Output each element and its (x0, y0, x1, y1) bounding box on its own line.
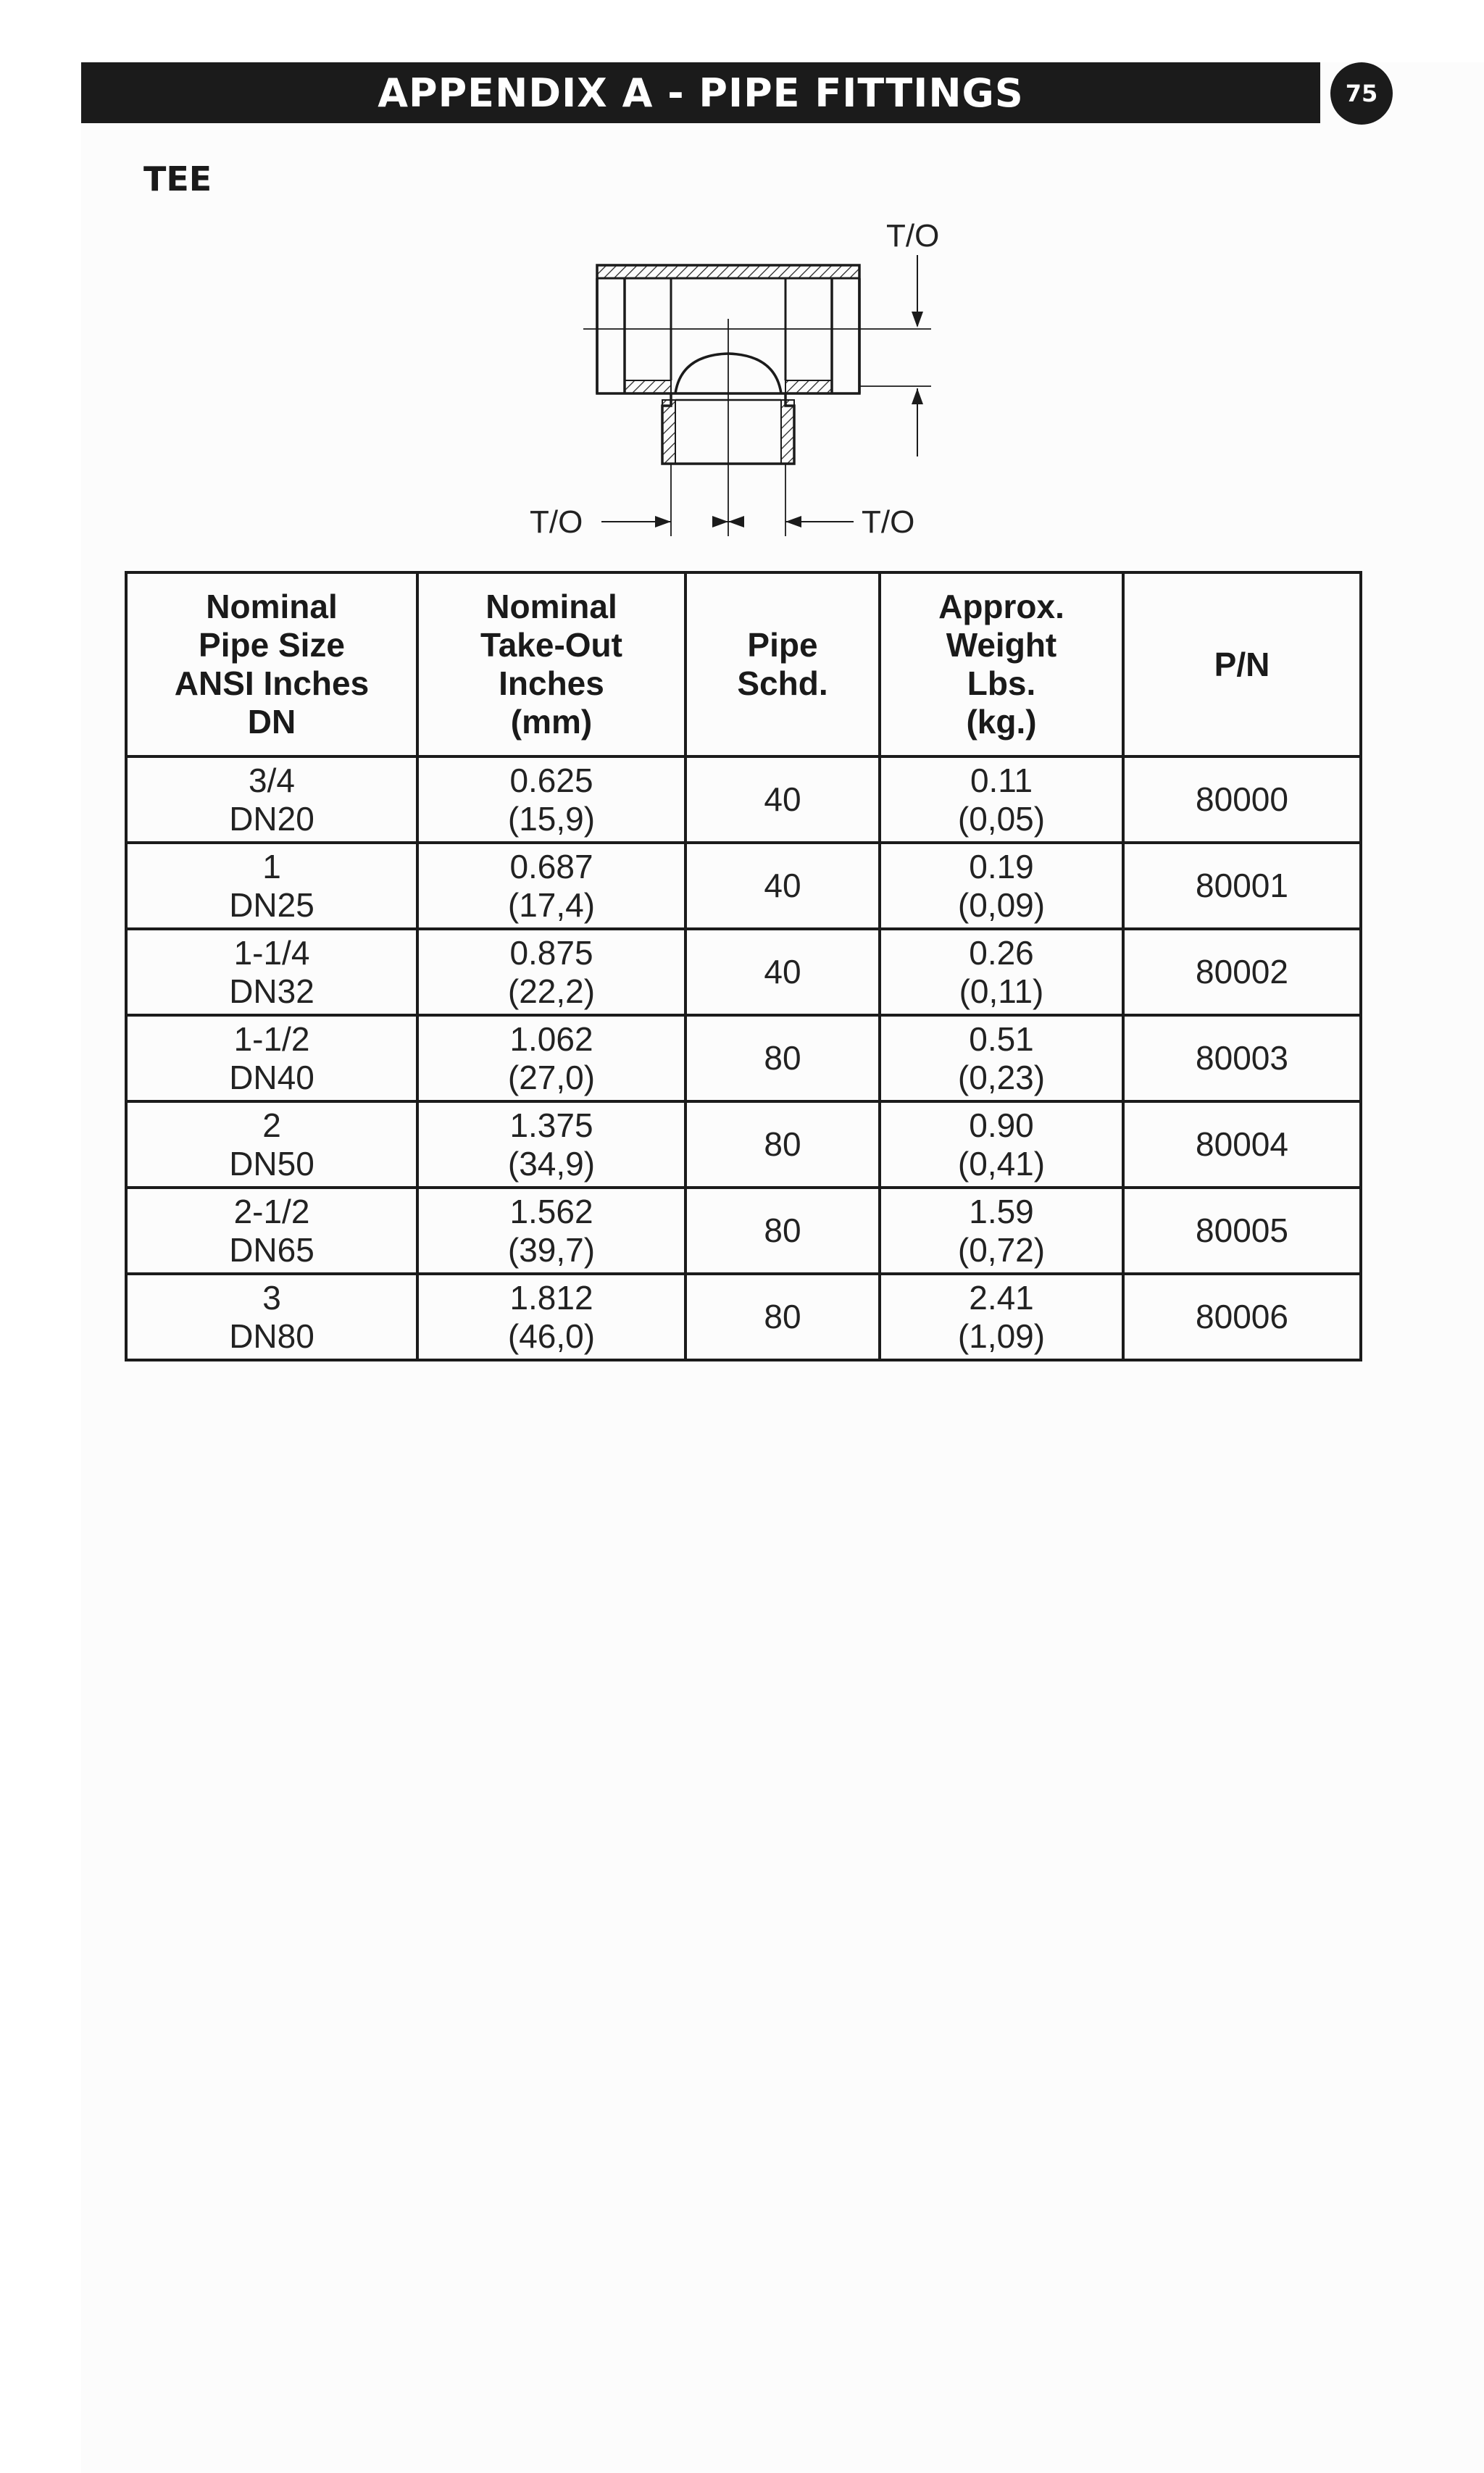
cell-weight (880, 1274, 1123, 1360)
cell-weight (880, 843, 1123, 929)
cell-pipe-size (126, 843, 417, 929)
table-row (126, 1015, 1361, 1101)
label-to-bottom-left: T/O (530, 504, 583, 540)
tee-fitting-diagram (507, 210, 985, 551)
cell-pipe-size (126, 1274, 417, 1360)
cell-pipe-size-dn: DN80 (229, 1317, 314, 1355)
cell-weight-weight-lbs: 0.19 (969, 847, 1034, 885)
cell-take-out-takeout-mm: (27,0) (507, 1058, 596, 1096)
cell-take-out (417, 1101, 685, 1188)
cell-weight-weight-kg: (0,09) (957, 885, 1046, 924)
cell-take-out-takeout-in: 0.625 (509, 761, 593, 799)
cell-part-number-pn: 80000 (1196, 780, 1288, 818)
cell-pipe-size-size: 1 (262, 847, 281, 885)
header-pipe-schedule: Pipe Schd. (685, 572, 880, 756)
tee-bottom-wall-left (625, 380, 671, 393)
cell-pipe-size (126, 1015, 417, 1101)
cell-take-out-takeout-mm: (22,2) (507, 972, 596, 1010)
cell-part-number-pn: 80006 (1196, 1298, 1288, 1335)
cell-part-number-pn: 80001 (1196, 867, 1288, 904)
tee-branch-wall-left (662, 400, 675, 464)
cell-weight (880, 929, 1123, 1015)
cell-part-number-pn: 80002 (1196, 953, 1288, 991)
table-row (126, 929, 1361, 1015)
cell-part-number (1123, 1101, 1361, 1188)
cell-take-out (417, 1015, 685, 1101)
tee-bottom-wall-right (785, 380, 832, 393)
header-nominal-pipe-size: Nominal Pipe Size ANSI Inches DN (126, 572, 417, 756)
cell-weight-weight-kg: (0,23) (957, 1058, 1046, 1096)
cell-take-out-takeout-in: 0.875 (509, 933, 593, 972)
cell-schedule-schd: 80 (764, 1212, 801, 1249)
table-header-row (126, 572, 1361, 756)
tee-spec-table (125, 571, 1362, 1361)
cell-take-out (417, 843, 685, 929)
cell-take-out-takeout-in: 1.375 (509, 1106, 593, 1144)
cell-pipe-size-size: 2-1/2 (233, 1192, 310, 1230)
cell-take-out-takeout-mm: (39,7) (507, 1230, 596, 1269)
cell-schedule (685, 756, 880, 843)
tee-top-wall (597, 265, 859, 278)
cell-weight-weight-kg: (1,09) (957, 1317, 1046, 1355)
cell-pipe-size-dn: DN25 (229, 885, 314, 924)
label-to-top: T/O (886, 218, 940, 254)
section-title: TEE (143, 159, 212, 199)
cell-weight-weight-lbs: 0.51 (969, 1019, 1034, 1058)
cell-pipe-size (126, 929, 417, 1015)
cell-take-out-takeout-mm: (46,0) (507, 1317, 596, 1355)
cell-weight-weight-kg: (0,11) (959, 972, 1044, 1010)
cell-pipe-size-dn: DN65 (229, 1230, 314, 1269)
cell-part-number (1123, 1015, 1361, 1101)
cell-take-out-takeout-in: 1.062 (509, 1019, 593, 1058)
cell-part-number-pn: 80005 (1196, 1212, 1288, 1249)
cell-weight-weight-lbs: 0.11 (970, 761, 1033, 799)
cell-take-out-takeout-mm: (17,4) (507, 885, 596, 924)
page-header (81, 62, 1320, 123)
cell-pipe-size-dn: DN32 (229, 972, 314, 1010)
cell-weight-weight-kg: (0,72) (957, 1230, 1046, 1269)
cell-take-out (417, 1274, 685, 1360)
cell-pipe-size-dn: DN40 (229, 1058, 314, 1096)
label-to-bottom-right: T/O (862, 504, 915, 540)
cell-schedule (685, 1101, 880, 1188)
cell-part-number (1123, 756, 1361, 843)
cell-pipe-size-dn: DN20 (229, 799, 314, 838)
table-row (126, 843, 1361, 929)
cell-schedule-schd: 40 (764, 780, 801, 818)
page-number-badge (1330, 62, 1393, 125)
cell-take-out-takeout-mm: (34,9) (507, 1144, 596, 1183)
page-number: 75 (1345, 80, 1378, 107)
cell-pipe-size (126, 756, 417, 843)
cell-take-out-takeout-in: 1.812 (509, 1278, 593, 1317)
cell-part-number (1123, 843, 1361, 929)
cell-schedule-schd: 80 (764, 1298, 801, 1335)
table-row (126, 1274, 1361, 1360)
cell-pipe-size-size: 3 (262, 1278, 281, 1317)
cell-part-number-pn: 80004 (1196, 1125, 1288, 1163)
cell-schedule (685, 843, 880, 929)
cell-schedule (685, 1015, 880, 1101)
header-part-number: P/N (1123, 572, 1361, 756)
cell-pipe-size (126, 1188, 417, 1274)
cell-weight (880, 1101, 1123, 1188)
table-row (126, 756, 1361, 843)
cell-schedule (685, 1188, 880, 1274)
header-title: APPENDIX A - PIPE FITTINGS (378, 70, 1024, 116)
table-row (126, 1101, 1361, 1188)
cell-take-out (417, 1188, 685, 1274)
cell-part-number (1123, 1274, 1361, 1360)
cell-weight (880, 1188, 1123, 1274)
cell-pipe-size-dn: DN50 (229, 1144, 314, 1183)
header-approx-weight: Approx. Weight Lbs. (kg.) (880, 572, 1123, 756)
cell-part-number (1123, 1188, 1361, 1274)
cell-weight-weight-lbs: 0.26 (969, 933, 1034, 972)
cell-weight (880, 1015, 1123, 1101)
cell-schedule-schd: 80 (764, 1125, 801, 1163)
tee-branch-wall-right (781, 400, 794, 464)
cell-weight-weight-lbs: 0.90 (969, 1106, 1034, 1144)
cell-take-out-takeout-mm: (15,9) (507, 799, 596, 838)
table-row (126, 1188, 1361, 1274)
cell-weight-weight-kg: (0,05) (957, 799, 1046, 838)
cell-pipe-size (126, 1101, 417, 1188)
cell-schedule-schd: 80 (764, 1039, 801, 1077)
cell-pipe-size-size: 1-1/4 (233, 933, 310, 972)
cell-pipe-size-size: 2 (262, 1106, 281, 1144)
cell-weight-weight-lbs: 1.59 (969, 1192, 1034, 1230)
cell-take-out-takeout-in: 1.562 (509, 1192, 593, 1230)
cell-part-number (1123, 929, 1361, 1015)
cell-schedule (685, 929, 880, 1015)
cell-weight (880, 756, 1123, 843)
cell-pipe-size-size: 1-1/2 (233, 1019, 310, 1058)
cell-part-number-pn: 80003 (1196, 1039, 1288, 1077)
cell-schedule-schd: 40 (764, 867, 801, 904)
cell-take-out (417, 756, 685, 843)
cell-schedule (685, 1274, 880, 1360)
cell-pipe-size-size: 3/4 (249, 761, 295, 799)
cell-weight-weight-kg: (0,41) (957, 1144, 1046, 1183)
cell-weight-weight-lbs: 2.41 (969, 1278, 1034, 1317)
cell-take-out-takeout-in: 0.687 (509, 847, 593, 885)
cell-schedule-schd: 40 (764, 953, 801, 991)
header-nominal-take-out: Nominal Take-Out Inches (mm) (417, 572, 685, 756)
cell-take-out (417, 929, 685, 1015)
